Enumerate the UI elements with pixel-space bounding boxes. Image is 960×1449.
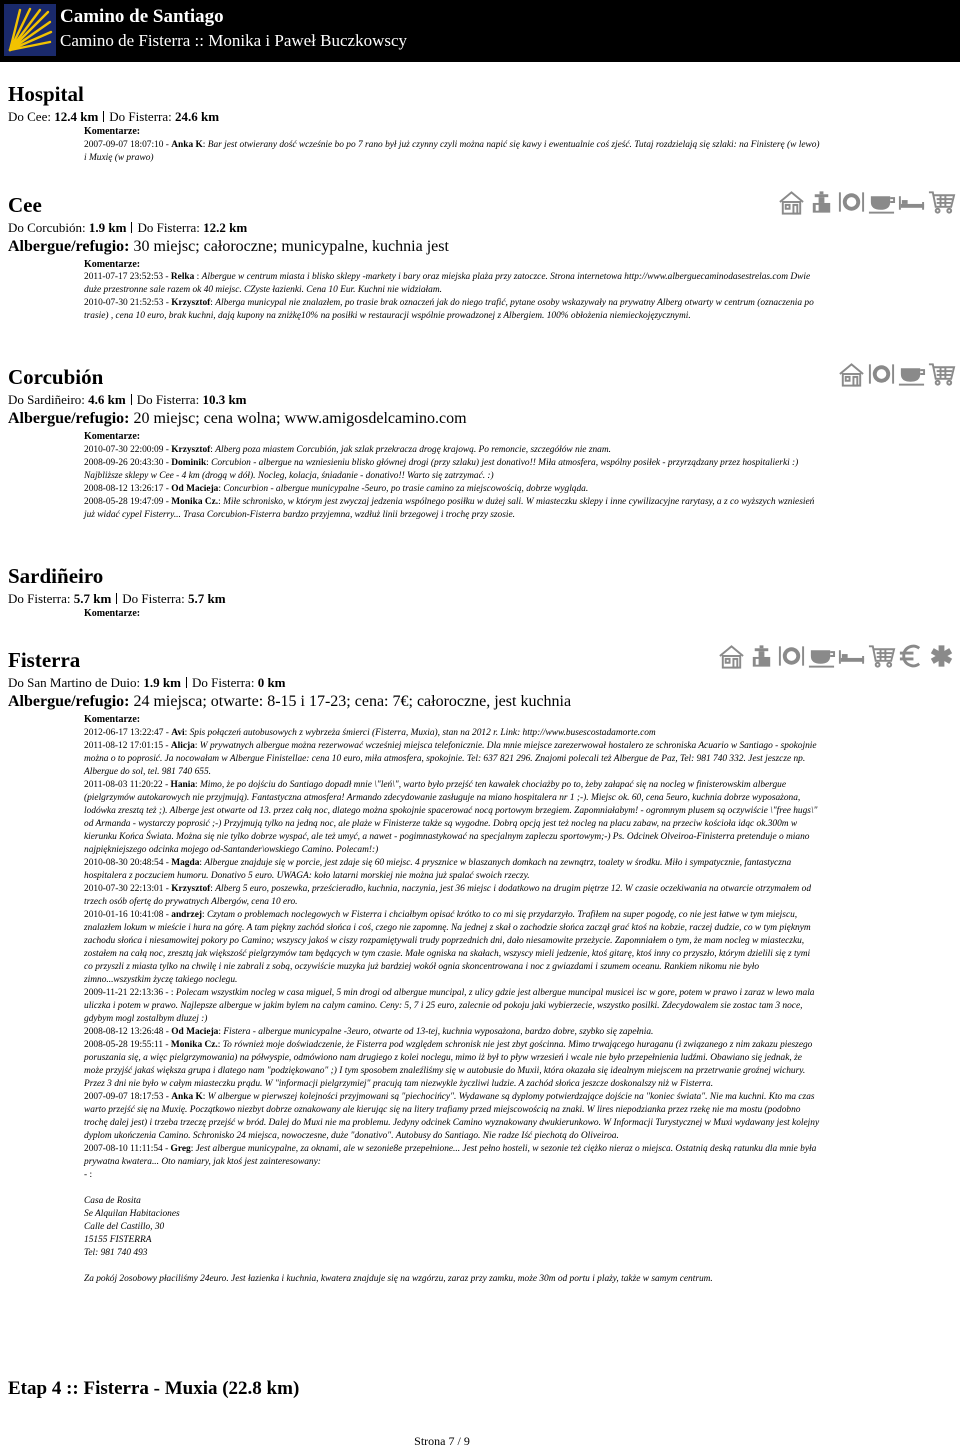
comment-text: Miłe schronisko, w którym jest zwyczaj jedzenia wspólnego posiłku w dużej sali. W miasteczku sklepy i inne cywilizacyjne rarytasy, a z co wyższych wzniesień już widać cypel Fisterry... Trasa Corcubion-Fisterra bardzo przyjemna, wzdłuż linii brzegowej i trochę przy szosie. [84,497,815,520]
comment-date: 2010-07-30 22:13:01 [84,884,164,894]
albergue-icon [777,188,806,216]
dist1-label: Do Corcubión: [8,220,89,235]
cafe-icon [867,188,896,216]
comment-author: Od Macieja [171,484,219,494]
page-header [0,0,960,62]
dist2-value: 10.3 km [202,392,247,407]
comment-date: 2010-07-30 21:52:53 [84,298,164,308]
comment: - : [84,1170,93,1180]
dist1-label: Do San Martino de Duio: [8,675,144,690]
albergue-info: 24 miejsca; otwarte: 8-15 i 17-23; cena: 7€; całoroczne, jest kuchnia [133,693,572,710]
cafe-icon [897,360,926,388]
comment-author: Alicja [170,741,195,751]
albergue-line-fisterra [8,693,571,711]
comment-author: Krzysztof [171,298,211,308]
comment-author: Relka [170,272,197,282]
comment: 2007-09-07 18:07:10 - Anka K: Bar jest otwierany dość wcześnie bo po 7 rano był już czynny czyli można napić się kawy i ewentualnie coś zjeść. Tutaj rozdzielają się szlaki: na Finisterę (w lewo) i Muxię (w prawo) [84,140,820,163]
comment: 2010-01-16 10:41:08 - andrzej: Czytam o problemach noclegowych w Fisterra i chciałbym opisać krótko to co mi się przydarzyło. Trafiłem na super pogodę, co nie jest łatwe w tym miejscu, znalazłem lokum w mieście i hura na górę. A tam piękny zachód słońca i coś, czego nie zapomnę. Na jednej z skał o zachodzie słońca zaczął grać ktoś na kobzie, raczej dudzie, co w tym pięknym zachodu słońca i niesamowitej pokory po Camino; wszyscy jakoś w ciszy rozpamiętywali trudy poprzednich dni, dało niesamowite przeżycie. Zapomniałem o tym, że mam nocleg w miasteczku, zostałem na całą noc, zresztą jak większość pielgrzymów tam będących w tym czasie. Małe ogniska na skałach, wszyscy mieli jedzenie, ktoś gitarę, ktoś inny co przyszło, którym dzielili się z tymi co przyszli z miasta tylko na chwilę i nie zabrali z sobą, oczywiście muzyka już bardziej wokół ognia skoncentrowana i noc z gwiazdami i szumem oceanu. Rankiem nikomu nie było zimno...wszystkim życzę takiego noclegu. [84,910,811,985]
dist1-value: 5.7 km [73,591,112,606]
dist2-label: Do Fisterra: [137,220,204,235]
comment-author: Od Macieja [171,1027,219,1037]
shop-cart-icon [927,360,956,388]
comment: 2008-09-26 20:43:30 - Dominik: Corcubion - albergue na wzniesieniu blisko głównej drogi (przy szlaku) jest donativo!! Miła atmosfera, wspólny posiłek - przyrządzany przez hospitalierki :) Najbliższe sklepy w Cee - 4 km (drogą w dół). Nocleg, kolacja, śniadanie - donativo!! Warto się zatrzymać. :) [84,458,799,481]
separator [131,394,132,405]
comment: 2010-07-30 22:00:09 - Krzysztof: Alberg poza miastem Corcubión, jak szlak przekracza drogę krajową. Po remoncie, szczegółów nie znam. [84,445,611,455]
albergue-icon [717,642,746,670]
cafe-icon [807,642,836,670]
comment-text: W albergue w pierwszej kolejności przyjmowani są "piechocińcy". Wydawane są dyplomy potwierdzające dojście na "koniec świata". Nie ma kuchni. Kto ma czas warto przejść się na Muxię. Początkowo niezbyt dobrze oznakowany ale kierując się na litery trafiamy przed miejscowością na znaki. W lires niepodzianka przez rzekę nie ma mostu (podobno trochę dalej jest) i trzeba trzeczę przejść w bród. Dalej do Muxi nie ma problemu. Jedyny odcinek Camino wyznakowany dwukierunkowo. W Informacji Turystycznej w Muxi wydawany jest kolejny dyplom ukończenia Camino. Schronisko 24 miejsca, nowoczesne, duże "donativo". Autobusy do Santiago. Nie radze Iść piechotą do Oliveiroa. [84,1092,820,1141]
comments-heading: Komentarze: [84,126,141,137]
address-line: Casa de Rosita [84,1196,141,1206]
comment-author: Magda [171,858,200,868]
albergue-info: 30 miejsc; całoroczne; municypalne, kuchnia jest [133,238,449,255]
distance-line-fisterra [8,675,286,691]
comment-author: andrzej [171,910,202,920]
comment-date: 2011-08-03 11:20:22 [84,780,163,790]
albergue-label: Albergue/refugio: [8,410,130,427]
comment-date: 2011-07-17 23:52:53 [84,272,164,282]
comment-author: Anka K [171,140,203,150]
separator [131,222,132,233]
comment-text: Fistera - albergue municypalne -3euro, otwarte od 13-tej, kuchnia wyposażona, bardzo dobre, szybko się zapełnia. [223,1027,654,1037]
comment-date: 2012-06-17 13:22:47 [84,728,164,738]
address-line: Tel: 981 740 493 [84,1248,148,1258]
scallop-shell-logo-icon [4,4,56,56]
comment-date: 2008-08-12 13:26:48 [84,1027,164,1037]
closing-comment: Za pokój 2osobowy płaciliśmy 24euro. Jest łazienka i kuchnia, kwatera znajduje się na wzgórzu, zaraz przy zamku, może 30m od portu i plaży, także w samym centrum. [84,1274,713,1284]
comment: 2008-08-12 13:26:17 - Od Macieja: Concurbion - albergue municypalne -5euro, po trasie camino za miejscowością, dobrze wygląda. [84,484,589,494]
comment-date: 2009-11-21 22:13:36 [84,988,164,998]
bed-icon [837,642,866,670]
comment: 2011-08-12 17:01:15 - Alicja: W prywatnych albergue można rezerwować wcześniej miejsca telefonicznie. Dla mnie miejsce zarezerwował hostalero ze schroniska Acuario w Santiago - spokojnie można o to poprosić. Ja nocowałam w Albergue Finistellae: cena 10 euro, miła atmosfera, spokojnie. Tel: 637 821 296. Znajomi polecali też Albergue de Paz, Tel: 981 740 332. Jest jeszcze np. Albergue do sol, tel. 981 740 655. [84,741,817,777]
comment-author: Monika Cz. [170,1040,218,1050]
comment: 2007-08-10 11:11:54 - Greg: Jest albergue municypalne, za oknami, ale w sezonie8e przepełnione... Jest pełno hosteli, w sezonie też ciężko nieraz o miejsca. Ostatnią deską ratunku dla mnie była prywatna kwatera... Oto namiary, jak ktoś jest zainteresowany: [84,1144,817,1167]
comment: 2011-07-17 23:52:53 - Relka : Albergue w centrum miasta i blisko sklepy -markety i bary oraz miejska plaża przy zatoczce. Strona internetowa http://www.alberguecaminodasestrelas.com Dwie duże przestronne sale razem ok 40 miejsc. CZyste łazienki. Cena 10 Eur. Kuchni nie widziałam. [84,272,811,295]
comment-date: 2010-07-30 22:00:09 [84,445,164,455]
comments-heading: Komentarze: [84,431,141,442]
dist2-value: 24.6 km [175,109,220,124]
albergue-line-corcubion [8,410,467,428]
albergue-info: 20 miejsc; cena wolna; www.amigosdelcamino.com [133,410,467,427]
distance-line-corcubion [8,392,247,408]
dist2-value: 0 km [257,675,286,690]
comment-text: Czytam o problemach noclegowych w Fisterra i chciałbym opisać krótko to co mi się przydarzyło. Trafiłem na super pogodę, co nie jest łatwe w tym miejscu, znalazłem lokum w mieście i hura na górę. A tam piękny zachód słońca i coś, czego nie zapomnę. Na jednej z skał o zachodzie słońca zaczął grać ktoś na kobzie, raczej dudzie, co w tym pięknym zachodu słońca i niesamowitej pokory po Camino; wszyscy jakoś w ciszy rozpamiętywali trudy poprzednich dni, dało niesamowite przeżycie. Zapomniałem o tym, że mam nocleg w miasteczku, zostałem na całą noc, zresztą jak większość pielgrzymów tam będących w tym czasie. Małe ogniska na skałach, wszyscy mieli jedzenie, ktoś gitarę, ktoś inny co przyszło, którym dzielili się z tymi co przyszli z miasta tylko na chwilę i nie zabrali z sobą, oczywiście muzyka już bardziej wokół ognia skoncentrowana i noc z gwiazdami i szumem oceanu. Rankiem nikomu nie było zimno...wszystkim życzę takiego noclegu. [84,910,811,985]
comment-date: 2007-08-10 11:11:54 [84,1144,163,1154]
address-block [84,1195,820,1260]
place-title-sardineiro: Sardiñeiro [8,564,104,588]
comment-date: 2007-09-07 18:17:53 [84,1092,164,1102]
comment-author: Krzysztof [171,884,211,894]
comment-date: 2008-05-28 19:55:11 [84,1040,164,1050]
comment: 2008-08-12 13:26:48 - Od Macieja: Fistera - albergue municypalne -3euro, otwarte od 13-tej, kuchnia wyposażona, bardzo dobre, szybko się zapełnia. [84,1027,654,1037]
place-title-hospital: Hospital [8,82,84,106]
restaurant-icon [867,360,896,388]
dist1-value: 1.9 km [88,220,127,235]
dist2-label: Do Fisterra: [191,675,258,690]
comment-text: W prywatnych albergue można rezerwować wcześniej miejsca telefonicznie. Dla mnie miejsce zarezerwował hostalero ze schroniska Acuario w Santiago - spokojnie można o to poprosić. Ja nocowałam w Albergue Finistellae: cena 10 euro, miła atmosfera, spokojnie. Tel: 637 821 296. Znajomi polecali też Albergue de Paz, Tel: 981 740 332. Jest jeszcze np. Albergue do sol, tel. 981 740 655. [84,741,817,777]
comment-author: Hania [170,780,196,790]
separator [186,677,187,688]
comments-list-fisterra [84,727,820,1286]
comment-text: Albergue w centrum miasta i blisko sklepy -markety i bary oraz miejska plaża przy zatoczce. Strona internetowa http://www.alberguecaminodasestrelas.com Dwie duże przestronne sale razem ok 40 miejsc. CZyste łazienki. Cena 10 Eur. Kuchni nie widziałam. [84,272,811,295]
comment: 2008-05-28 19:55:11 - Monika Cz.: To również moje doświadczenie, że Fisterra pod względem schronisk nie jest zbyt gościnna. Mimo trwającego huraganu (i związanego z nim zakazu pieszego poruszania się, a więc pielgrzymowania) na półwyspie, odmówiono nam drugiego z kolei noclegu, mimo iż był to pływ wrzesień i wcale nie było przepełnienia ludźmi. Obawiano się jednak, że może przyjść jakaś większa grupa i dlatego nam "podziękowano" ;) I tym sposobem znaleźliśmy się w autobusie do Muxii, która okazała się idealnym miejscem na przetrwanie groźnej wichury. Przez 3 dni nie było w całym miasteczku prądu. W "informacji pielgrzymiej" pracują tam niezwykle życzliwi ludzie. A zachód słońca jeszcze doskonalszy niż w Fisterra. [84,1040,813,1089]
comment-text: Mimo, że po dojściu do Santiago dopadł mnie \"leń\", warto było przejść ten kawałek chociażby po to, żeby załapać się na nocleg w finisterowskim albergue (pielgrzymów autokarowych nie przyjmują). Fantastyczna atmosfera! Armando zdecydowanie zasługuje na miano hospitalera nr 1 ;-). Miejsc ok. 60, cena 5euro, kuchnia dobrze wyposażona, lodówka zresztą też ;). Alberge jest otwarte od 13. przez całą noc, dlatego można spokojnie spacerować nocą portowym brzegiem. Zapomniałabym! - ogromnym plusem są oczywiście \"free hugs\" od Armanda - wystarczy poprosić ;-) Przyjmują tylko na jedną noc, ale plaże w Finisterze także są wygodne. Dobrą opcją jest też nocleg na placu zabaw, na przeciw kościoła idąc ok.300m w kierunku Końca Świata. Można się nie tylko dobrze wyspać, ale też umyć, a nawet - pogimnastykować na specjalnym zapleczu sportowym;-) Ps. Odcinek Olveiroa-Finisterra pretenduje o miano najpiękniejszego odcinka mojego od-Santander\owskiego Camino. Polecam!:) [84,780,818,855]
distance-line-hospital [8,109,219,125]
address-line: Calle del Castillo, 30 [84,1222,165,1232]
shop-cart-icon [867,642,896,670]
address-line: 15155 FISTERRA [84,1235,152,1245]
page-number: Strona 7 / 9 [414,1434,470,1448]
dist1-value: 1.9 km [143,675,181,690]
comment-text: Alberga municypal nie znalazłem, po trasie brak oznaczeń jak do niego trafić, pytane osoby wskazywały na prywatny Alberg otwarty w centrum (oznaczenia po trasie) , cena 10 euro, brak kuchni, dają kupony na zniżkę10% na posiłki w restauracji wspólnie prowadzonej z Albergiem. 100% obłożenia niemieckojęzycznymi. [84,298,814,321]
comment: 2008-05-28 19:47:09 - Monika Cz.: Miłe schronisko, w którym jest zwyczaj jedzenia wspólnego posiłku w dużej sali. W miasteczku sklepy i inne cywilizacyjne rarytasy, a z co wyższych wzniesień już widać cypel Fisterry... Trasa Corcubion-Fisterra bardzo przyjemna, wzdłuż linii brzegowej i trochę przy szosie. [84,497,815,520]
comment-date: 2010-01-16 10:41:08 [84,910,164,920]
albergue-icon [837,360,866,388]
restaurant-icon [777,642,806,670]
place-title-corcubion: Corcubión [8,365,104,389]
distance-line-sardineiro [8,591,226,607]
comment: 2009-11-21 22:13:36 - : Polecam wszystkim nocleg w casa miguel, 5 min drogi od albergue muncipal, z ulicy gdzie jest albergue muncipal musicei isc w gore, potem w prawo i zaraz w lewo mala uliczka i potem w prawo. Najlepsze albergue w jakim bylem na calym camino. Ceny: 5, 7 i 25 euro, zalecnie od pokoju jaki wybierzecie, wszystko posilki. Zdecydowalem sie zostac tam 3 noce, gdybym mogl zostalbym dluzej :) [84,988,815,1024]
comment-text: Spis połączeń autobusowych z wybrzeża śmierci (Fisterra, Muxia), stan na 2012 r. Link: http://www.busescostadamorte.com [189,728,656,738]
separator [103,111,104,122]
albergue-label: Albergue/refugio: [8,693,130,710]
amenity-icons-fisterra [716,642,956,670]
site-title: Camino de Santiago [60,6,224,27]
comment-date: 2011-08-12 17:01:15 [84,741,164,751]
comment: 2007-09-07 18:17:53 - Anka K: W albergue w pierwszej kolejności przyjmowani są "piechocińcy". Wydawane są dyplomy potwierdzające dojście na "koniec świata". Nie ma kuchni. Kto ma czas warto przejść się na Muxię. Początkowo niezbyt dobrze oznakowany ale kierując się na litery trafiamy przed miejscowością na znaki. W lires niepodzianka przez rzekę nie ma mostu (podobno trochę dalej jest) i trzeba trzeczę przejść w bród. Dalej do Muxi nie ma problemu. Jedyny odcinek Camino wyznakowany dwukierunkowo. W Informacji Turystycznej w Muxi wydawany jest kolejny dyplom ukończenia Camino. Schronisko 24 miejsca, nowoczesne, duże "donativo". Autobusy do Santiago. Nie radze Iść piechotą do Oliveiroa. [84,1092,820,1141]
comment-author: Avi [171,728,185,738]
dist2-value: 12.2 km [203,220,248,235]
stage-heading: Etap 4 :: Fisterra - Muxia (22.8 km) [8,1378,300,1399]
separator [116,593,117,604]
medical-icon [927,642,956,670]
comment-author: Anka K [171,1092,203,1102]
distance-line-cee [8,220,247,236]
comment: 2010-07-30 21:52:53 - Krzysztof: Alberga municypal nie znalazłem, po trasie brak oznaczeń jak do niego trafić, pytane osoby wskazywały na prywatny Alberg otwarty w centrum (oznaczenia po trasie) , cena 10 euro, brak kuchni, dają kupony na zniżkę10% na posiłki w restauracji wspólnie prowadzonej z Albergiem. 100% obłożenia niemieckojęzycznymi. [84,298,814,321]
address-line: Se Alquilan Habitaciones [84,1209,180,1219]
water-tap-icon [747,642,776,670]
dist1-label: Do Sardiñeiro: [8,392,89,407]
dist1-value: 4.6 km [88,392,126,407]
comment-author: Greg [170,1144,191,1154]
comments-heading: Komentarze: [84,714,141,725]
dist2-value: 5.7 km [188,591,226,606]
bed-icon [897,188,926,216]
comment: 2010-07-30 22:13:01 - Krzysztof: Alberg 5 euro, poszewka, prześcieradło, kuchnia, naczynia, jest 36 miejsc i dodatkowo na drugim piętrze 12. W czasie oczekiwania na otwarcie otrzymałem od trzech osób ofertę do prywatnych Albergów, cena 10 ero. [84,884,812,907]
comment-text: Corcubion - albergue na wzniesieniu blisko głównej drogi (przy szlaku) jest donativo!! Miła atmosfera, wspólny posiłek - przyrządzany przez hospitalierki :) Najbliższe sklepy w Cee - 4 km (drogą w dół). Nocleg, kolacja, śniadanie - donativo!! Warto się zatrzymać. :) [84,458,799,481]
dist2-label: Do Fisterra: [122,591,188,606]
dist1-value: 12.4 km [54,109,99,124]
comment-date: 2010-08-30 20:48:54 [84,858,164,868]
comment-author: Monika Cz. [171,497,219,507]
restaurant-icon [837,188,866,216]
comment-date: 2008-05-28 19:47:09 [84,497,164,507]
comments-list-corcubion [84,444,820,522]
comment: 2011-08-03 11:20:22 - Hania: Mimo, że po dojściu do Santiago dopadł mnie \"leń\", warto było przejść ten kawałek chociażby po to, żeby załapać się na nocleg w finisterowskim albergue (pielgrzymów autokarowych nie przyjmują). Fantastyczna atmosfera! Armando zdecydowanie zasługuje na miano hospitalera nr 1 ;-). Miejsc ok. 60, cena 5euro, kuchnia dobrze wyposażona, lodówka zresztą też ;). Alberge jest otwarte od 13. przez całą noc, dlatego można spokojnie spacerować nocą portowym brzegiem. Zapomniałabym! - ogromnym plusem są oczywiście \"free hugs\" od Armanda - wystarczy poprosić ;-) Przyjmują tylko na jedną noc, ale plaże w Finisterze także są wygodne. Dobrą opcją jest też nocleg na placu zabaw, na przeciw kościoła idąc ok.300m w kierunku Końca Świata. Można się nie tylko dobrze wyspać, ale też umyć, a nawet - pogimnastykować na specjalnym zapleczu sportowym;-) Ps. Odcinek Olveiroa-Finisterra pretenduje o miano najpiękniejszego odcinka mojego od-Santander\owskiego Camino. Polecam!:) [84,780,818,855]
site-subtitle: Camino de Fisterra :: Monika i Paweł Buczkowscy [60,31,408,50]
comment-author: Krzysztof [171,445,211,455]
water-tap-icon [807,188,836,216]
dist1-label: Do Cee: [8,109,55,124]
comment-text: To również moje doświadczenie, że Fisterra pod względem schronisk nie jest zbyt gościnna. Mimo trwającego huraganu (i związanego z nim zakazu pieszego poruszania się, a więc pielgrzymowania) na półwyspie, odmówiono nam drugiego z kolei noclegu, mimo iż był to pływ wrzesień i wcale nie było przepełnienia ludźmi. Obawiano się jednak, że może przyjść jakaś większa grupa i dlatego nam "podziękowano" ;) I tym sposobem znaleźliśmy się w autobusie do Muxii, która okazała się idealnym miejscem na przetrwanie groźnej wichury. Przez 3 dni nie było w całym miasteczku prądu. W "informacji pielgrzymiej" pracują tam niezwykle życzliwi ludzie. A zachód słońca jeszcze doskonalszy niż w Fisterra. [84,1040,813,1089]
amenity-icons-corcubion [836,360,956,388]
comment-text: Jest albergue municypalne, za oknami, ale w sezonie8e przepełnione... Jest pełno hosteli, w sezonie też ciężko nieraz o miejsca. Ostatnią deską ratunku dla mnie była prywatna kwatera... Oto namiary, jak ktoś jest zainteresowany: [84,1144,817,1167]
place-title-fisterra: Fisterra [8,648,81,672]
albergue-label: Albergue/refugio: [8,238,130,255]
comments-list-hospital [84,139,820,165]
comment-author: Dominik [171,458,207,468]
euro-icon [897,642,926,670]
shop-cart-icon [927,188,956,216]
albergue-line-cee [8,238,449,256]
comment-text: Polecam wszystkim nocleg w casa miguel, 5 min drogi od albergue muncipal, z ulicy gdzie jest albergue muncipal musicei isc w gore, potem w prawo i zaraz w lewo mala uliczka i potem w prawo. Najlepsze albergue w jakim bylem na calym camino. Ceny: 5, 7 i 25 euro, zalecnie od pokoju jaki wybierzecie, wszystko posilki. Zdecydowalem sie zostac tam 3 noce, gdybym mogl zostalbym dluzej :) [84,988,815,1024]
dist1-label: Do Fisterra: [8,591,74,606]
dist2-label: Do Fisterra: [136,392,203,407]
comment-date: 2008-09-26 20:43:30 [84,458,164,468]
comment-date: 2007-09-07 18:07:10 [84,140,164,150]
amenity-icons-cee [776,188,956,216]
comment: 2010-08-30 20:48:54 - Magda: Albergue znajduje się w porcie, jest zdaje się 60 miejsc. 4 prysznice w blaszanych domkach na zewnątrz, toalety w środku. Miło i sympatycznie, fantastyczna hospitalera z poczuciem humoru. Donativo 5 euro. UWAGA: koło latarni morskiej nie można już spalać swoich rzeczy. [84,858,792,881]
comment: 2012-06-17 13:22:47 - Avi: Spis połączeń autobusowych z wybrzeża śmierci (Fisterra, Muxia), stan na 2012 r. Link: http://www.busescostadamorte.com [84,728,656,738]
comment-date: 2008-08-12 13:26:17 [84,484,164,494]
comment-text: Alberg poza miastem Corcubión, jak szlak przekracza drogę krajową. Po remoncie, szczegółów nie znam. [215,445,611,455]
comment-text: Alberg 5 euro, poszewka, prześcieradło, kuchnia, naczynia, jest 36 miejsc i dodatkowo na drugim piętrze 12. W czasie oczekiwania na otwarcie otrzymałem od trzech osób ofertę do prywatnych Albergów, cena 10 ero. [84,884,812,907]
comments-list-cee [84,271,820,323]
comment-text: Concurbion - albergue municypalne -5euro, po trasie camino za miejscowością, dobrze wygląda. [223,484,589,494]
dist2-label: Do Fisterra: [109,109,175,124]
comment-text: Albergue znajduje się w porcie, jest zdaje się 60 miejsc. 4 prysznice w blaszanych domkach na zewnątrz, toalety w środku. Miło i sympatycznie, fantastyczna hospitalera z poczuciem humoru. Donativo 5 euro. UWAGA: koło latarni morskiej nie można już spalać swoich rzeczy. [84,858,792,881]
place-title-cee: Cee [8,193,42,217]
comments-heading: Komentarze: [84,259,141,270]
comments-heading: Komentarze: [84,608,141,619]
comment-text: Bar jest otwierany dość wcześnie bo po 7 rano był już czynny czyli można napić się kawy i ewentualnie coś zjeść. Tutaj rozdzielają się szlaki: na Finisterę (w lewo) i Muxię (w prawo) [84,140,820,163]
